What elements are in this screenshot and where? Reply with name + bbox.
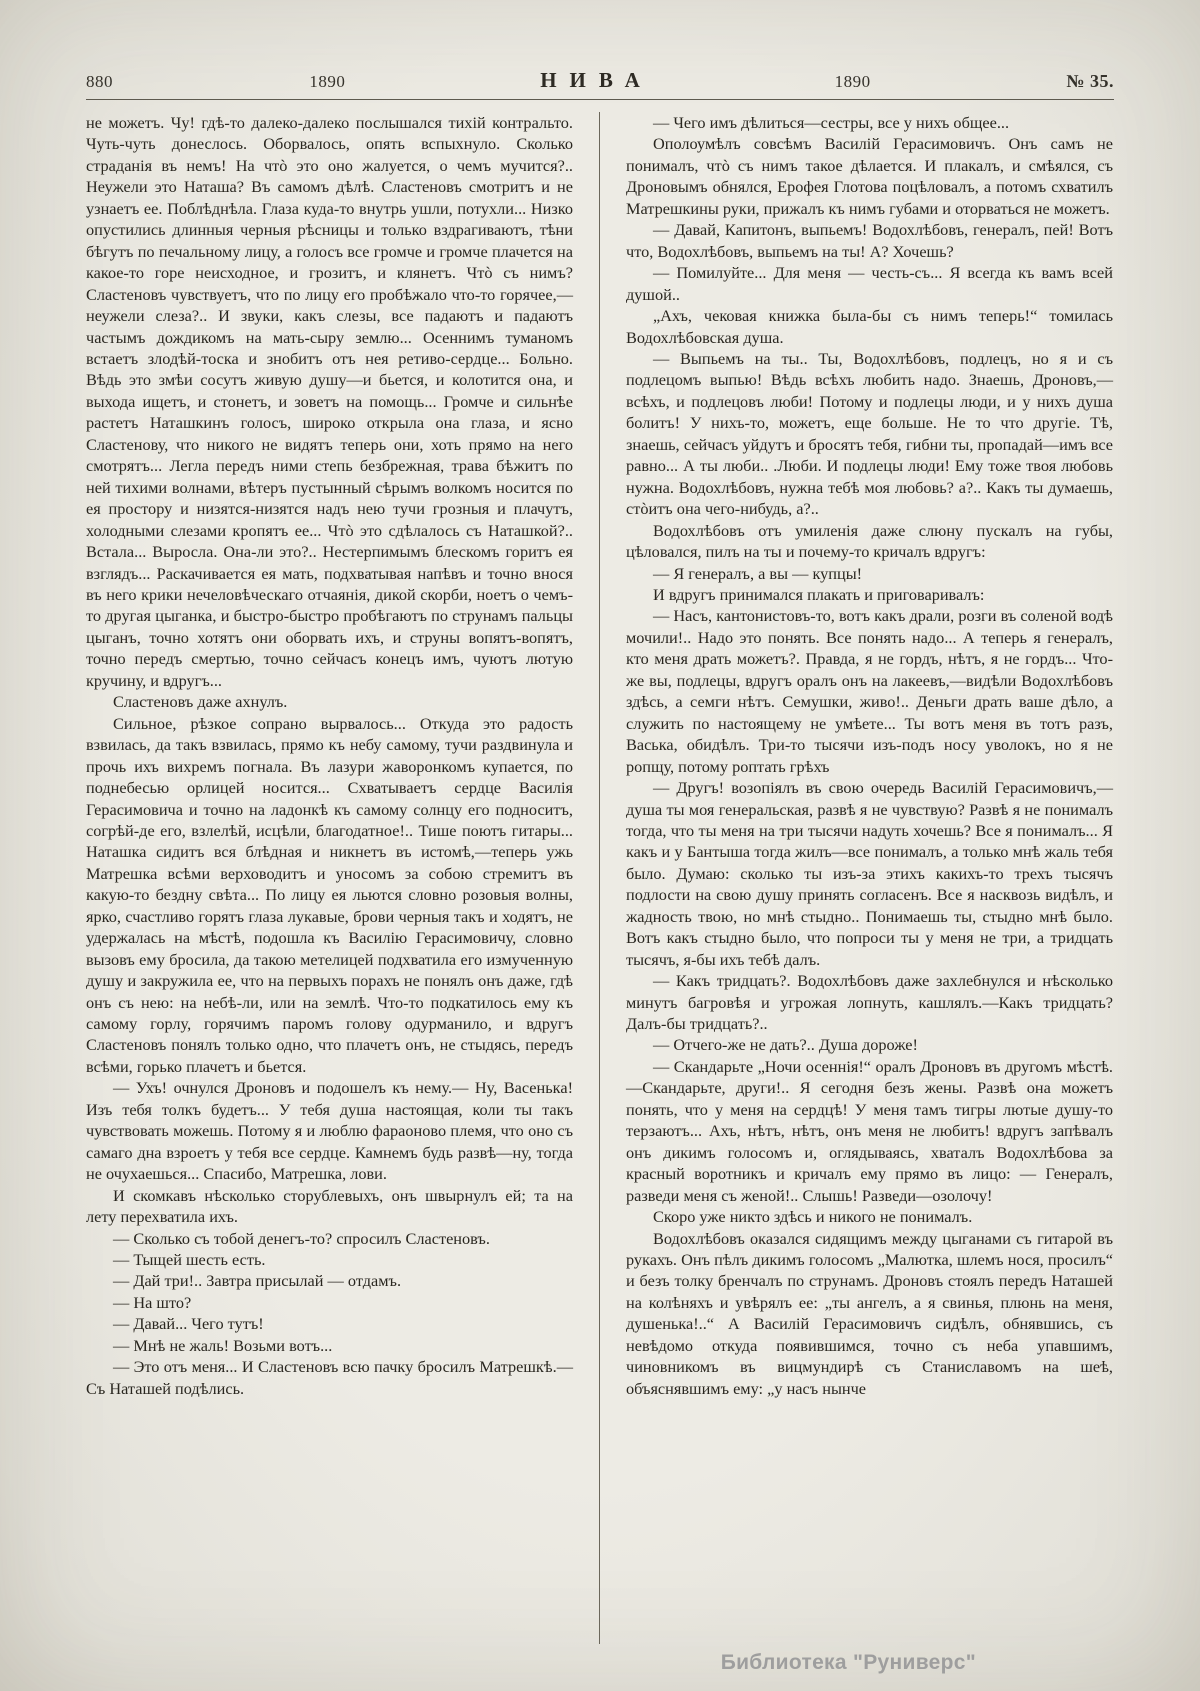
issue-number: № 35. xyxy=(1066,71,1114,91)
paragraph: Водохлѣбовъ оказался сидящимъ между цыганами съ гитарой въ рукахъ. Онъ пѣлъ дикимъ голосомъ „Малютка, шлемъ нося, просилъ“ и безъ толку бренчалъ по струнамъ. Дроновъ стоялъ передъ Наташей на колѣняхъ и увѣрялъ ее: „ты ангелъ, а я свинья, плюнь на меня, душенька!..“ А Василій Герасимовичъ сидѣлъ, обнявшись, съ невѣдомо откуда появившимся, точно съ неба упавшимъ, чиновникомъ въ вицмундирѣ съ Станиславомъ на шеѣ, объяснявшимъ ему: „у насъ нынче xyxy=(626,1228,1113,1398)
paragraph: Скоро уже никто здѣсь и никого не понималъ. xyxy=(653,1207,973,1227)
paragraph: — Ухъ! очнулся Дроновъ и подошелъ къ нему.— Ну, Васенька! Изъ тебя толкъ будетъ... У тебя душа настоящая, коли ты такъ чувствовать можешь. Потому я и люблю фараоново племя, что оно съ самаго дна взроетъ у тебя все сердце. Камнемъ будь развѣ—ну, тогда не очухаешься... Спасибо, Матрешка, лови. xyxy=(86,1078,573,1184)
paragraph: не можетъ. Чу! гдѣ-то далеко-далеко послышался тихій контральто. Чуть-чуть донеслось. Оборвалось, опять вспыхнуло. Сколько страданія въ немъ! На чтò это оно жалуется, о чемъ мучится?.. Неужели это Наташа? Въ самомъ дѣлѣ. Сластеновъ смотритъ и не узнаетъ ее. Поблѣднѣла. Глаза куда-то внутрь ушли, потухли... Низко опустились длинныя черныя рѣсницы и только вздрагиваютъ, тѣни бѣгутъ по печальному лицу, а голосъ все громче и громче плачется на какое-то горе неисходное, и грозитъ, и клянетъ. Чтò съ нимъ? Сластеновъ чувствуетъ, что по лицу его пробѣжало что-то горячее,—неужели слеза?.. И звуки, какъ слезы, все падаютъ и падаютъ частымъ дождикомъ на мать-сыру землю... Осеннимъ туманомъ встаетъ злодѣй-тоска и знобитъ отъ нея ретиво-сердце... Больно. Вѣдь это змѣи сосутъ живую душу—и бьется, и колотится она, и выхода ищетъ, и стонетъ, и зоветъ на помощь... Громче и сильнѣе растетъ Наташкинъ голосъ, широко открыла она глаза, и ясно Сластенову, что никого не видятъ теперь они, хоть прямо на него смотрятъ... Легла передъ ними степь безбрежная, трава бѣжитъ по ней тихими волнами, вѣтеръ пустынный сѣрымъ волкомъ носится по ея простору и низятся-низятся надъ нею тучи грозныя и плачутъ, холодными слезами кропятъ ее... Чтò это сдѣлалось съ Наташкой?.. Встала... Выросла. Она-ли это?.. Нестерпимымъ блескомъ горитъ ея взглядъ... Раскачивается ея мать, подхватывая напѣвъ и точно внося въ него крики нечеловѣческаго отчаянія, дикой скорби, ноетъ о чемъ-то другая цыганка, и быстро-быстро пробѣгаютъ по струнамъ пальцы цыганъ, точно хотятъ они оборвать ихъ, и струны вопятъ-вопятъ, точно передъ смертью, точно сейчасъ конецъ имъ, чуютъ лютую кручину, и вдругъ... xyxy=(86,113,573,690)
paragraph: — Сколько съ тобой денегъ-то? спросилъ Сластеновъ. xyxy=(113,1228,490,1248)
paragraph: — Помилуйте... Для меня — честь-съ... Я всегда къ вамъ всей душой.. xyxy=(626,263,1113,304)
paragraph: — Это отъ меня... И Сластеновъ всю пачку бросилъ Матрешкѣ.—Съ Наташей подѣлись. xyxy=(86,1357,573,1398)
library-watermark: Библиотека "Руниверс" xyxy=(720,1651,976,1674)
year-right: 1890 xyxy=(834,72,871,91)
paragraph: — Дай три!.. Завтра присылай — отдамъ. xyxy=(113,1271,402,1291)
paragraph: — Другъ! возопіялъ въ свою очередь Василій Герасимовичъ,—душа ты моя генеральская, развѣ я не чувствую? Развѣ я не понималъ тогда, что ты меня на три тысячи надуть хочешь? Все я понималъ... Я какъ и у Бантыша тогда жилъ—все понималъ, а только мнѣ жаль тебя было. Думаю: сколько ты изъ-за этихъ какихъ-то трехъ тысячъ подлости на свою душу принять согласенъ. Все я насквозь видѣлъ, и жадность твою, но мнѣ стыдно.. Понимаешь ты, стыдно мнѣ было. Вотъ какъ стыдно было, что попроси ты у меня не три, а тридцать тысячъ, я-бы ихъ тебѣ далъ. xyxy=(626,778,1113,969)
paragraph: Сластеновъ даже ахнулъ. xyxy=(113,692,288,712)
year-left: 1890 xyxy=(309,72,346,91)
page-number: 880 xyxy=(86,72,113,91)
right-column xyxy=(600,112,1113,1648)
text-columns xyxy=(86,112,1114,1648)
paragraph: — Мнѣ не жаль! Возьми вотъ... xyxy=(113,1335,333,1355)
paragraph: — Я генералъ, а вы — купцы! xyxy=(653,563,863,583)
paragraph: И вдругъ принимался плакать и приговаривалъ: xyxy=(653,584,985,604)
header-rule xyxy=(86,99,1114,100)
paragraph: — Какъ тридцать?. Водохлѣбовъ даже захлебнулся и нѣсколько минутъ багровѣя и угрожая лопнуть, кашлялъ.—Какъ тридцать? Далъ-бы тридцать?.. xyxy=(626,971,1113,1034)
magazine-title: НИВА xyxy=(540,68,653,92)
paragraph: „Ахъ, чековая книжка была-бы съ нимъ теперь!“ томилась Водохлѣбовская душа. xyxy=(626,306,1113,347)
left-column xyxy=(86,112,599,1648)
paragraph: — Давай, Капитонъ, выпьемъ! Водохлѣбовъ, генералъ, пей! Вотъ что, Водохлѣбовъ, выпьемъ на ты! А? Хочешь? xyxy=(626,220,1113,261)
paragraph: Ополоумѣлъ совсѣмъ Василій Герасимовичъ. Онъ самъ не понималъ, чтò съ нимъ такое дѣлается. И плакалъ, и смѣялся, съ Дроновымъ обнялся, Ерофея Глотова поцѣловалъ, а потомъ схватилъ Матрешкины руки, прижалъ къ нимъ губами и оторваться не можетъ. xyxy=(626,134,1113,218)
paragraph: — Давай... Чего тутъ! xyxy=(113,1314,264,1334)
paragraph: — На што? xyxy=(113,1292,192,1312)
page-header xyxy=(86,68,1114,93)
paragraph: — Тыщей шесть есть. xyxy=(113,1250,266,1270)
paragraph: — Чего имъ дѣлиться—сестры, все у нихъ общее... xyxy=(653,113,1010,132)
paragraph: И скомкавъ нѣсколько сторублевыхъ, онъ швырнулъ ей; та на лету перехватила ихъ. xyxy=(86,1185,573,1227)
paragraph: Водохлѣбовъ отъ умиленія даже слюну пускалъ на губы, цѣловался, пилъ на ты и почему-то кричалъ вдругъ: xyxy=(626,520,1113,562)
paragraph: — Отчего-же не дать?.. Душа дороже! xyxy=(653,1035,918,1055)
paragraph: — Насъ, кантонистовъ-то, вотъ какъ драли, розги въ соленой водѣ мочили!.. Надо это понять. Все понять надо... А теперь я генералъ, кто меня драть можетъ?. Правда, я не гордъ, нѣтъ, я не гордъ... Что-же вы, подлецы, вдругъ оралъ онъ на лакеевъ,—видѣли Водохлѣбовъ здѣсь, а семги нѣтъ. Семушки, живо!.. Деньги драть ваше дѣло, а служить по настоящему не умѣете... Ты вотъ меня въ тотъ разъ, Васька, обидѣлъ. Три-то тысячи изъ-подъ носу уволокъ, но я не ропщу, потому роптать грѣхъ xyxy=(626,606,1113,776)
paragraph: — Выпьемъ на ты.. Ты, Водохлѣбовъ, подлецъ, но я и съ подлецомъ выпью! Вѣдь всѣхъ любить надо. Знаешь, Дроновъ,—всѣхъ, и подлецовъ люби! Потому и подлецы люди, и у нихъ душа болитъ! У нихъ-то, можетъ, еще больше. Не то что другіе. Тѣ, знаешь, сейчасъ уйдутъ и бросятъ тебя, гибни ты, пропадай—имъ все равно... А ты люби.. .Люби. И подлецы люди! Ему тоже твоя любовь нужна. Водохлѣбовъ, нужна тебѣ моя любовь? а?.. Какъ ты думаешь, стòитъ она чего-нибудь, а?.. xyxy=(626,348,1113,519)
paragraph: — Скандарьте „Ночи осеннія!“ оралъ Дроновъ въ другомъ мѣстѣ.—Скандарьте, други!.. Я сегодня безъ жены. Развѣ она можетъ понять, что у меня на сердцѣ! У меня тамъ тигры лютые душу-то терзаютъ... Ахъ, нѣтъ, нѣтъ, онъ меня не любитъ! вдругъ запѣвалъ онъ дикимъ голосомъ и, оглядываясь, хваталъ Водохлѣбова за красный воротникъ и кричалъ ему прямо въ лицо: — Генералъ, разведи меня съ женой!.. Слышь! Разведи—озолочу! xyxy=(626,1056,1113,1205)
paragraph: Сильное, рѣзкое сопрано вырвалось... Откуда это радость взвилась, да такъ взвилась, прямо къ небу самому, тучи раздвинула и прочь ихъ вихремъ погнала. Въ лазури жаворонкомъ купается, по поднебесью орлицей носится... Схватываетъ сердце Василія Герасимовича и точно на ладонкѣ къ самому солнцу его подноситъ, согрѣй-де его, взлелѣй, исцѣли, благодатное!.. Тише поютъ гитары... Наташка сидитъ вся блѣдная и никнетъ въ истомѣ,—теперь ужь Матрешка всѣми верховодитъ и уносомъ за собою стремитъ въ какую-то бездну свѣта... По лицу ея льются словно розовыя волны, ярко, счастливо горятъ глаза лукавые, брови черныя такъ и ходятъ, не удержалась на мѣстѣ, подошла къ Василію Герасимовичу, словно вызовъ ему бросила, да такою метелицей подхватила его измученную душу и закружила ее, что на первыхъ порахъ не понялъ онъ даже, гдѣ онъ съ нею: на небѣ-ли, или на землѣ. Что-то подкатилось ему къ самому горлу, горячимъ паромъ голову одурманило, и вдругъ Сластеновъ понялъ только одно, что плачетъ онъ, не стыдясь, передъ всѣми, горько плачетъ и бьется. xyxy=(86,713,573,1076)
